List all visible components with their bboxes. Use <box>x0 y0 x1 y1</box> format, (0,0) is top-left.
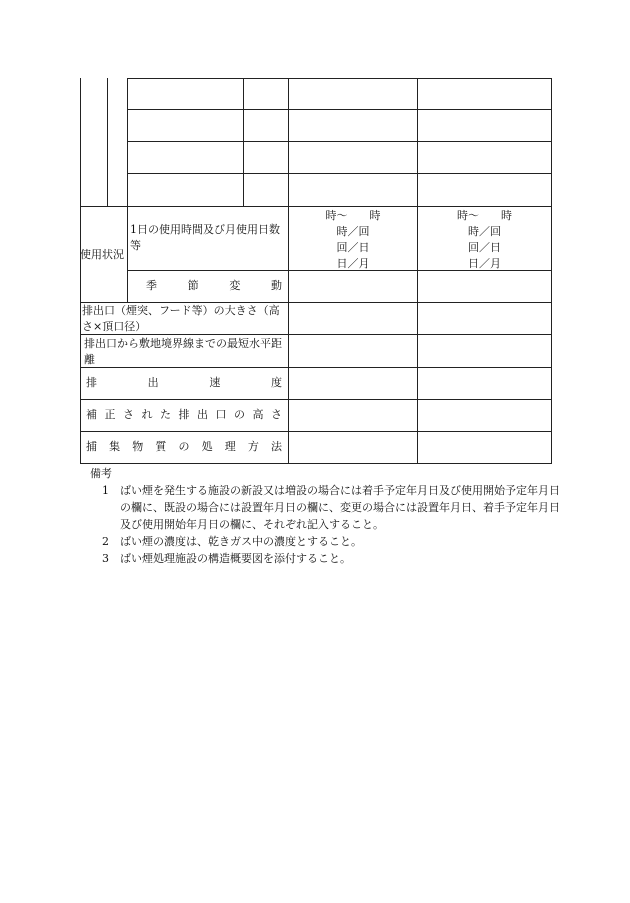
row-line <box>127 78 552 79</box>
remark-number: 3 <box>102 552 109 565</box>
schedule-line: 日／月 <box>336 257 370 270</box>
col-line <box>127 78 128 302</box>
outlet-size-label: 排出口（煙突、フード等）の大きさ（高さ×頂口径） <box>82 304 280 333</box>
row-line <box>80 399 552 400</box>
remark-item <box>80 550 560 567</box>
schedule-line: 時～ 時 <box>325 209 381 222</box>
dust-disposal-label: 捕 集 物 質 の 処 理 方 法 <box>86 440 282 453</box>
remark-text: ばい煙の濃度は、乾きガス中の濃度とすること。 <box>120 535 362 548</box>
schedule-line: 日／月 <box>468 257 501 270</box>
row-line <box>127 173 552 174</box>
col-line <box>417 78 418 464</box>
remark-number: 1 <box>102 484 109 497</box>
row-line <box>80 431 552 432</box>
velocity-label: 排 出 速 度 <box>86 376 282 389</box>
corrected-height-label: 補 正 さ れ た 排 出 口 の 高 さ <box>86 408 282 421</box>
row-line <box>127 141 552 142</box>
schedule-col-1 <box>290 208 416 272</box>
row-line <box>127 109 552 110</box>
remarks-title: 備考 <box>90 467 112 480</box>
remark-item <box>80 533 560 550</box>
row-line <box>80 206 552 207</box>
schedule-line: 回／日 <box>336 241 370 254</box>
col-line <box>243 78 244 206</box>
col-line <box>107 78 108 206</box>
col-line <box>80 78 81 464</box>
remark-text: ばい煙処理施設の構造概要図を添付すること。 <box>120 552 351 565</box>
schedule-line: 時／回 <box>468 225 501 238</box>
schedule-line: 時／回 <box>336 225 370 238</box>
daily-hours-label: 1日の使用時間及び月使用日数等 <box>130 223 280 252</box>
schedule-col-2 <box>419 208 550 272</box>
remarks <box>80 465 560 567</box>
min-distance-label: 排出口から敷地境界線までの最短水平距離 <box>84 337 282 366</box>
col-line <box>551 78 552 464</box>
row-line <box>80 463 552 464</box>
remark-number: 2 <box>102 535 109 548</box>
usage-status-label: 使用状況 <box>80 248 124 261</box>
schedule-line: 時～ 時 <box>457 209 512 222</box>
season-label: 季 節 変 動 <box>146 279 282 292</box>
remark-item <box>80 482 560 533</box>
col-line <box>288 78 289 464</box>
remark-text: ばい煙を発生する施設の新設又は増設の場合には着手予定年月日及び使用開始予定年月日の欄に、既設の場合には設置年月日の欄に、変更の場合には設置年月日、着手予定年月日及び使用開始年月日の欄に、それぞれ記入すること。 <box>120 484 560 531</box>
schedule-line: 回／日 <box>468 241 501 254</box>
